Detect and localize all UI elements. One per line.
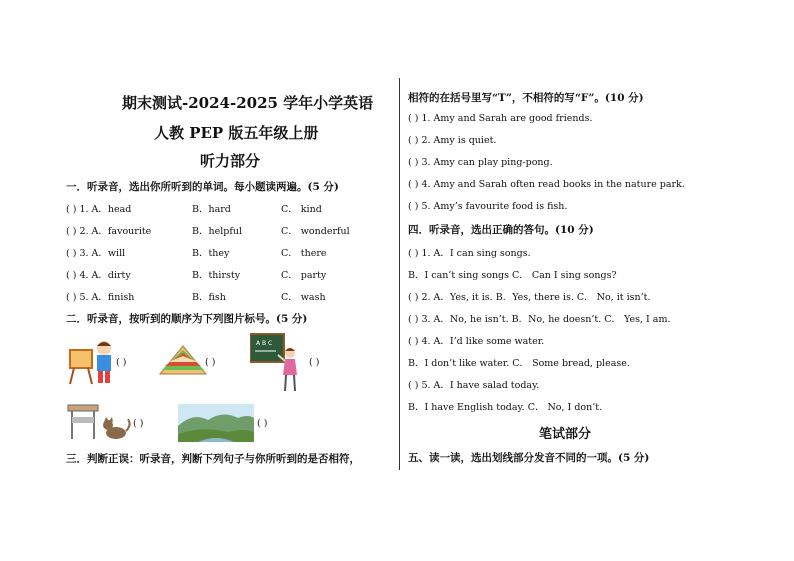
picture5-answer-paren: ( ) [257, 418, 268, 429]
picture3-answer-paren: ( ) [309, 357, 320, 368]
listening-section-title: 听力部分 [200, 152, 261, 170]
s4-line: ( ) 5. A．I have salad today. [408, 380, 540, 391]
picture2-answer-paren: ( ) [205, 357, 216, 368]
teacher-blackboard-picture [250, 333, 302, 395]
section3-heading: 三．判断正误：听录音，判断下列句子与你所听到的是否相符， [66, 453, 360, 465]
s4-line: ( ) 1. A．I can sing songs. [408, 248, 531, 259]
section2-heading: 二．听录音，按听到的顺序为下列图片标号。(5 分) [66, 313, 308, 325]
s4-line: B．I don’t like water. C． Some bread, please. [408, 358, 630, 369]
s3-item: ( ) 4. Amy and Sarah often read books in the nature park. [408, 179, 685, 190]
section4-heading: 四．听录音，选出正确的答句。(10 分) [408, 224, 594, 236]
nature-park-picture [178, 404, 254, 442]
desk-and-cat-picture [66, 403, 132, 441]
s3-item: ( ) 1. Amy and Sarah are good friends. [408, 113, 593, 124]
section3-heading-continued: 相符的在括号里写“T”，不相符的写“F”。(10 分) [408, 92, 644, 104]
s4-line: ( ) 2. A．Yes, it is. B．Yes, there is. C． No, it isn’t. [408, 292, 651, 303]
sandwich-picture [158, 344, 208, 378]
s4-line: B．I can’t sing songs C． Can I sing songs? [408, 270, 617, 281]
written-section-title: 笔试部分 [539, 427, 592, 442]
s4-line: B．I have English today. C． No, I don’t. [408, 402, 603, 413]
svg-text:A B C: A B C [256, 340, 273, 347]
s3-item: ( ) 3. Amy can play ping-pong. [408, 157, 553, 168]
exam-title: 期末测试-2024-2025 学年小学英语 [122, 94, 374, 112]
picture1-answer-paren: ( ) [116, 357, 127, 368]
picture4-answer-paren: ( ) [133, 418, 144, 429]
section1-heading: 一．听录音，选出你所听到的单词。每小题读两遍。(5 分) [66, 181, 339, 193]
s3-item: ( ) 5. Amy’s favourite food is fish. [408, 201, 568, 212]
s4-line: ( ) 4. A．I’d like some water. [408, 336, 545, 347]
boy-painting-picture [66, 336, 118, 386]
column-divider [399, 78, 400, 470]
exam-subtitle: 人教 PEP 版五年级上册 [154, 124, 319, 142]
s4-line: ( ) 3. A．No, he isn’t. B．No, he doesn’t. C． Yes, I am. [408, 314, 671, 325]
s3-item: ( ) 2. Amy is quiet. [408, 135, 497, 146]
section5-heading: 五、读一读，选出划线部分发音不同的一项。(5 分) [408, 452, 650, 464]
